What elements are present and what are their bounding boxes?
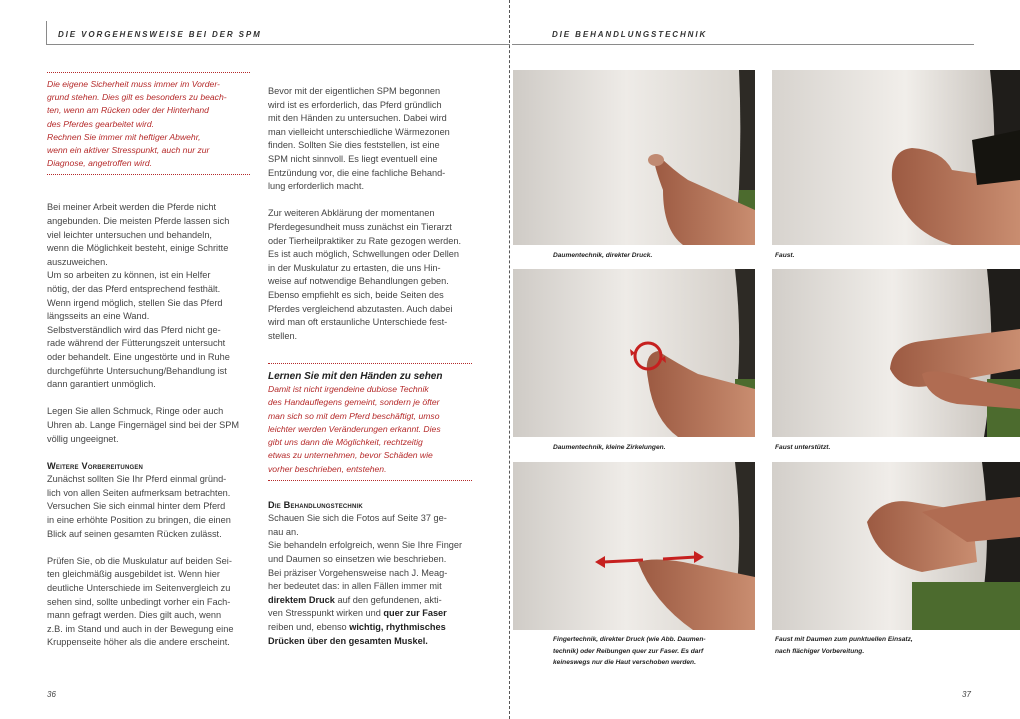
- text-line: z.B. im Stand und auch in der Bewegung eine: [47, 623, 234, 634]
- bold-phrase: wichtig, rhythmisches: [349, 622, 446, 633]
- text-line: [268, 621, 472, 635]
- caption-line: keineswegs nur die Haut verschoben werden.: [553, 659, 696, 666]
- text-line: her bedeutet das: in allen Fällen immer mit: [268, 581, 442, 592]
- caption-line: nach flächiger Vorbereitung.: [775, 647, 865, 655]
- text-line: lung erforderlich macht.: [268, 181, 365, 192]
- text-line: angebunden. Die meisten Pferde lassen sich: [47, 216, 230, 227]
- text-line: Zunächst sollten Sie Ihr Pferd einmal gründ-: [47, 474, 227, 485]
- caption-fist: Faust.: [775, 252, 795, 259]
- running-head-left: DIE VORGEHENSWEISE BEI DER SPM: [58, 30, 262, 39]
- bold-phrase: quer zur Faser: [383, 608, 447, 619]
- running-head-right: DIE BEHANDLUNGSTECHNIK: [552, 30, 708, 39]
- text-line: Uhren ab. Lange Fingernägel sind bei der SPM: [47, 419, 240, 430]
- text-line: rade während der Fütterungszeit untersucht: [47, 338, 226, 349]
- header-rule-vertical: [46, 21, 47, 45]
- text-run: ven Stresspunkt wirken und: [268, 608, 384, 619]
- text-line: Legen Sie allen Schmuck, Ringe oder auch: [47, 406, 224, 417]
- paragraph: [47, 555, 250, 650]
- text-line: Bei präziser Vorgehensweise nach J. Meag-: [268, 567, 448, 578]
- text-line: und Daumen so einsetzen wie beschrieben.: [268, 554, 447, 565]
- center-gutter: [509, 0, 510, 719]
- text-line: durchgeführte Untersuchung/Behandlung ist: [47, 365, 227, 376]
- paragraph: [268, 512, 472, 648]
- text-line: sehen sind, sollte unbedingt vorher ein Fach-: [47, 596, 231, 607]
- text-line: wird ist es erforderlich, das Pferd gründlich: [268, 99, 442, 110]
- text-line: weise auf notwendige Behandlungen geben.: [268, 276, 449, 287]
- box-line: man sich so mit dem Pferd beschäftigt, umso: [268, 410, 440, 421]
- box-line: des Handauflegens gemeint, sondern je öfter: [268, 397, 440, 408]
- info-box-learning: [268, 363, 472, 480]
- text-line: Schauen Sie sich die Fotos auf Seite 37 ge-: [268, 513, 447, 524]
- text-line: mit den Händen zu untersuchen. Dabei wird: [268, 113, 447, 124]
- text-line: deutliche Unterschiede im Seitenvergleich zu: [47, 583, 231, 594]
- warning-line: Rechnen Sie immer mit heftiger Abwehr,: [47, 131, 201, 142]
- photo-finger-technique: [513, 462, 755, 630]
- text-run: reiben und, ebenso: [268, 622, 350, 633]
- text-line: völlig ungeeignet.: [47, 433, 119, 444]
- text-line: Drücken über den gesamten Muskel.: [268, 635, 428, 646]
- text-line: Pferdes vergleichend abzutasten. Auch dabei: [268, 303, 453, 314]
- left-page-column-1: [47, 72, 250, 650]
- photo-fist: [772, 70, 1020, 245]
- text-line: stellen.: [268, 330, 298, 341]
- text-line: [268, 607, 472, 621]
- text-line: nau an.: [268, 526, 299, 537]
- text-line: Zur weiteren Abklärung der momentanen: [268, 208, 435, 219]
- text-line: Sie behandeln erfolgreich, wenn Sie Ihre Finger: [268, 540, 463, 551]
- text-line: man vielleicht unterschiedliche Wärmezonen: [268, 126, 450, 137]
- text-line: SPM nicht sinnvoll. Es liegt eventuell eine: [268, 153, 438, 164]
- photo-thumb-direct-pressure: [513, 70, 755, 245]
- text-line: [268, 594, 472, 608]
- warning-line: Diagnose, angetroffen wird.: [47, 158, 153, 169]
- page-number-right: 37: [962, 690, 971, 699]
- text-line: oder behandelt. Eine ungestörte und in Ruhe: [47, 351, 230, 362]
- text-line: Ebenso empfiehlt es sich, beide Seiten des: [268, 289, 444, 300]
- text-line: Blick auf seinen gesamten Rücken zulässt.: [47, 528, 222, 539]
- text-line: ten gleichmäßig ausgebildet ist. Wenn hier: [47, 569, 220, 580]
- text-line: Es ist auch möglich, Schwellungen oder Dellen: [268, 249, 459, 260]
- box-line: etwas zu unternehmen, bevor Schäden wie: [268, 450, 433, 461]
- header-rule-left: [46, 44, 510, 45]
- text-line: Bei meiner Arbeit werden die Pferde nicht: [47, 202, 217, 213]
- text-line: auszuweichen.: [47, 256, 108, 267]
- caption-small-circles: Daumentechnik, kleine Zirkelungen.: [553, 444, 666, 451]
- text-line: dann garantiert unmöglich.: [47, 379, 156, 390]
- text-line: Pferdegesundheit muss zunächst ein Tierarzt: [268, 221, 452, 232]
- text-line: in eine erhöhte Position zu bringen, die einen: [47, 515, 231, 526]
- text-line: Bevor mit der eigentlichen SPM begonnen: [268, 86, 441, 96]
- caption-fist-with-thumb: [775, 634, 975, 657]
- caption-direct-pressure: Daumentechnik, direkter Druck.: [553, 252, 653, 259]
- text-line: Um so arbeiten zu können, ist ein Helfer: [47, 270, 211, 281]
- text-line: finden. Sollten Sie dies feststellen, ist eine: [268, 140, 440, 151]
- left-page-column-2: [268, 85, 472, 648]
- caption-line: Fingertechnik, direkter Druck (wie Abb. Daumen-: [553, 636, 706, 643]
- box-line: vorher beschrieben, entstehen.: [268, 463, 387, 474]
- text-line: Entzündung vor, die eine fachliche Behand-: [268, 167, 446, 178]
- page-number-left: 36: [47, 690, 56, 699]
- text-line: in der Muskulatur zu ertasten, die uns Hin-: [268, 262, 441, 273]
- warning-line: des Pferdes gearbeitet wird.: [47, 118, 155, 129]
- header-rule-right: [512, 44, 974, 45]
- warning-line: grund stehen. Dies gilt es besonders zu beach-: [47, 92, 227, 103]
- bold-phrase: direktem Druck: [268, 594, 335, 605]
- text-line: viel leichter untersuchen und behandeln,: [47, 229, 212, 240]
- text-run: auf den gefundenen, akti-: [334, 594, 442, 605]
- text-line: Prüfen Sie, ob die Muskulatur auf beiden Sei-: [47, 555, 232, 566]
- text-line: Versuchen Sie sich einmal hinter dem Pferd: [47, 501, 226, 512]
- text-line: wird man oft erstaunliche Unterschiede fest-: [268, 317, 448, 328]
- caption-line: Faust mit Daumen zum punktuellen Einsatz,: [775, 636, 913, 643]
- text-line: nötig, der das Pferd entsprechend festhält.: [47, 283, 221, 294]
- paragraph: [47, 473, 250, 541]
- caption-line: technik) oder Reibungen quer zur Faser. Es darf: [553, 647, 704, 655]
- caption-fist-supported: Faust unterstützt.: [775, 444, 831, 451]
- photo-fist-with-thumb: [772, 462, 1020, 630]
- paragraph: [268, 207, 472, 343]
- text-line: wenn die Möglichkeit besteht, einige Schritte: [47, 243, 229, 254]
- text-line: Wenn irgend möglich, stellen Sie das Pferd: [47, 297, 223, 308]
- info-box-title: Lernen Sie mit den Händen zu sehen: [268, 371, 443, 383]
- warning-line: wenn ein aktiver Stresspunkt, auch nur zur: [47, 145, 210, 156]
- box-line: leichter werden Veränderungen erkannt. Dies: [268, 423, 441, 434]
- text-line: mann gefragt werden. Dies gilt auch, wenn: [47, 610, 222, 621]
- text-line: längsseits an eine Wand.: [47, 311, 150, 322]
- caption-finger-technique: [553, 634, 753, 669]
- photo-thumb-circles: [513, 269, 755, 437]
- paragraph: [47, 405, 250, 446]
- box-line: gibt uns dann die Möglichkeit, rechtzeitig: [268, 437, 423, 448]
- paragraph: [268, 85, 472, 194]
- photo-fist-supported: [772, 269, 1020, 437]
- section-subheading: Weitere Vorbereitungen: [47, 460, 144, 471]
- text-line: lich von allen Seiten aufmerksam betrachten.: [47, 487, 231, 498]
- text-line: oder Tierheilpraktiker zu Rate gezogen werden.: [268, 235, 462, 246]
- text-line: Selbstverständlich wird das Pferd nicht ge-: [47, 324, 221, 335]
- text-line: Kruppenseite höher als die andere erscheint.: [47, 637, 230, 648]
- safety-warning-box: [47, 72, 250, 175]
- paragraph: [47, 201, 250, 391]
- box-line: Damit ist nicht irgendeine dubiose Technik: [268, 384, 429, 395]
- warning-line: ten, wenn am Rücken oder der Hinterhand: [47, 105, 209, 116]
- warning-line: Die eigene Sicherheit muss immer im Vorder-: [47, 79, 220, 89]
- section-subheading: Die Behandlungstechnik: [268, 499, 363, 510]
